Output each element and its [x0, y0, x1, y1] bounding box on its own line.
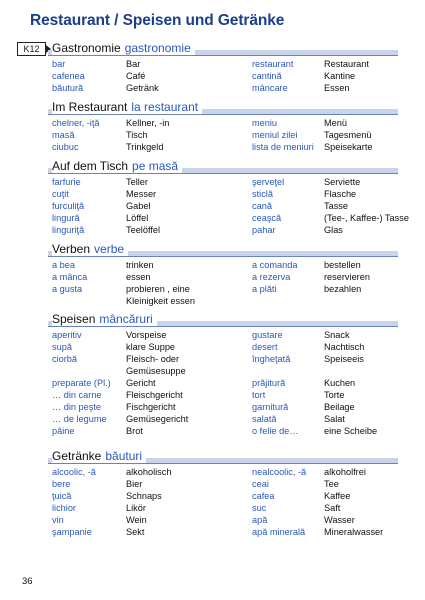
german-term: Löffel — [126, 213, 149, 223]
german-term: probieren , eine — [126, 284, 190, 294]
vocab-row — [48, 425, 398, 437]
vocab-row — [48, 377, 398, 389]
header-rule — [48, 256, 398, 257]
german-term: Wein — [126, 515, 147, 525]
romanian-term: o felie de… — [252, 426, 299, 436]
german-term: eine Scheibe — [324, 426, 378, 436]
section-header — [48, 448, 398, 464]
german-term: Fleischgericht — [126, 390, 183, 400]
section-title-german: Getränke — [52, 449, 102, 463]
vocab-list — [48, 176, 409, 236]
german-term: Bier — [126, 479, 143, 489]
german-term: Serviette — [324, 177, 361, 187]
section-title — [52, 449, 146, 463]
header-rule — [48, 463, 398, 464]
page-number: 36 — [22, 576, 33, 587]
romanian-term: desert — [252, 342, 278, 352]
german-term: Mineralwasser — [324, 527, 384, 537]
section-title-german: Gastronomie — [52, 41, 121, 55]
romanian-term: şampanie — [52, 527, 92, 537]
romanian-term: alcoolic, -ă — [52, 467, 96, 477]
vocab-row — [48, 259, 398, 271]
romanian-term: mâncare — [252, 83, 288, 93]
german-term: Gericht — [126, 378, 156, 388]
german-term: bestellen — [324, 260, 361, 270]
vocab-row — [48, 141, 398, 153]
section-title — [52, 41, 195, 55]
german-term: Brot — [126, 426, 143, 436]
romanian-term: cafenea — [52, 71, 85, 81]
romanian-term: … de legume — [52, 414, 107, 424]
romanian-term: aperitiv — [52, 330, 82, 340]
romanian-term: a bea — [52, 260, 75, 270]
section-title-romanian: la restaurant — [131, 100, 199, 114]
section-title-romanian: mâncăruri — [99, 312, 153, 326]
german-term: Trinkgeld — [126, 142, 164, 152]
romanian-term: cantină — [252, 71, 282, 81]
vocab-row — [48, 271, 398, 283]
section-title — [52, 100, 202, 114]
vocab-row — [48, 329, 398, 341]
german-term: Café — [126, 71, 146, 81]
vocab-row — [48, 502, 398, 514]
header-rule — [48, 326, 398, 327]
german-term: Essen — [324, 83, 350, 93]
romanian-term: a mânca — [52, 272, 88, 282]
vocab-section — [48, 99, 398, 153]
vocab-row — [48, 295, 398, 307]
german-term: Restaurant — [324, 59, 369, 69]
romanian-term: prăjitură — [252, 378, 286, 388]
romanian-term: bar — [52, 59, 66, 69]
german-term: Bar — [126, 59, 141, 69]
romanian-term: şerveţel — [252, 177, 285, 187]
romanian-term: ciubuc — [52, 142, 79, 152]
german-term: Salat — [324, 414, 345, 424]
german-term: Messer — [126, 189, 157, 199]
romanian-term: a plăti — [252, 284, 277, 294]
vocab-row — [48, 514, 398, 526]
section-title-german: Auf dem Tisch — [52, 159, 129, 173]
vocab-row — [48, 413, 398, 425]
german-term: Kuchen — [324, 378, 356, 388]
german-term: Torte — [324, 390, 345, 400]
german-term: Fischgericht — [126, 402, 176, 412]
german-term: Flasche — [324, 189, 357, 199]
german-term: Vorspeise — [126, 330, 167, 340]
romanian-term: ceaşcă — [252, 213, 282, 223]
german-term: Teelöffel — [126, 225, 161, 235]
section-title-romanian: verbe — [94, 242, 125, 256]
romanian-term: … din peşte — [52, 402, 102, 412]
romanian-term: cuţit — [52, 189, 69, 199]
romanian-term: tort — [252, 390, 266, 400]
romanian-term: gustare — [252, 330, 283, 340]
section-title-german: Verben — [52, 242, 91, 256]
vocab-row — [48, 353, 398, 365]
romanian-term: pâine — [52, 426, 75, 436]
romanian-term: pahar — [252, 225, 276, 235]
vocab-row — [48, 117, 398, 129]
header-rule — [48, 114, 398, 115]
german-term: Tasse — [324, 201, 348, 211]
section-header — [48, 311, 398, 327]
german-term: Tisch — [126, 130, 148, 140]
german-term: Tee — [324, 479, 339, 489]
german-term: Speiseeis — [324, 354, 364, 364]
romanian-term: ţuică — [52, 491, 72, 501]
vocab-section — [48, 448, 398, 538]
section-header — [48, 241, 398, 257]
german-term: alkoholisch — [126, 467, 172, 477]
vocab-row — [48, 58, 398, 70]
german-term: (Tee-, Kaffee-) Tasse — [324, 213, 409, 223]
romanian-term: lingură — [52, 213, 80, 223]
romanian-term: lista de meniuri — [252, 142, 314, 152]
vocab-list — [48, 58, 398, 94]
romanian-term: linguriţă — [52, 225, 85, 235]
german-term: Glas — [324, 225, 343, 235]
german-term: bezahlen — [324, 284, 362, 294]
vocab-row — [48, 341, 398, 353]
german-term: Teller — [126, 177, 148, 187]
vocab-row — [48, 188, 398, 200]
romanian-term: îngheţată — [252, 354, 291, 364]
section-title-romanian: gastronomie — [124, 41, 191, 55]
vocab-section — [48, 311, 398, 437]
romanian-term: preparate (Pl.) — [52, 378, 111, 388]
german-term: Getränk — [126, 83, 159, 93]
section-title — [52, 159, 182, 173]
romanian-term: a comanda — [252, 260, 298, 270]
romanian-term: nealcoolic, -ă — [252, 467, 307, 477]
section-title-german: Speisen — [52, 312, 96, 326]
vocab-row — [48, 224, 398, 236]
vocab-list — [48, 329, 398, 437]
romanian-term: lichior — [52, 503, 76, 513]
section-title-german: Im Restaurant — [52, 100, 128, 114]
vocab-section — [48, 241, 398, 307]
german-term: Saft — [324, 503, 341, 513]
romanian-term: salată — [252, 414, 277, 424]
romanian-term: sticlă — [252, 189, 273, 199]
german-term: Kleinigkeit essen — [126, 296, 195, 306]
section-header — [48, 99, 398, 115]
german-term: Gabel — [126, 201, 151, 211]
vocab-row — [48, 212, 409, 224]
german-term: Kaffee — [324, 491, 351, 501]
header-rule — [48, 55, 398, 56]
vocab-row — [48, 70, 398, 82]
romanian-term: meniu — [252, 118, 278, 128]
romanian-term: ciorbă — [52, 354, 78, 364]
romanian-term: băutură — [52, 83, 84, 93]
section-title-romanian: pe masă — [132, 159, 179, 173]
romanian-term: apă minerală — [252, 527, 306, 537]
german-term: Schnaps — [126, 491, 162, 501]
german-term: reservieren — [324, 272, 370, 282]
romanian-term: farfurie — [52, 177, 81, 187]
romanian-term: chelner, -iţă — [52, 118, 100, 128]
german-term: Gemüsesuppe — [126, 366, 186, 376]
vocab-row — [48, 466, 398, 478]
romanian-term: supă — [52, 342, 72, 352]
german-term: Likör — [126, 503, 146, 513]
german-term: Nachtisch — [324, 342, 365, 352]
german-term: Tagesmenü — [324, 130, 372, 140]
romanian-term: bere — [52, 479, 71, 489]
section-header — [48, 40, 398, 56]
german-term: Gemüsegericht — [126, 414, 189, 424]
german-term: Kellner, -in — [126, 118, 170, 128]
romanian-term: cană — [252, 201, 272, 211]
vocab-row — [48, 176, 398, 188]
romanian-term: a rezerva — [252, 272, 291, 282]
romanian-term: masă — [52, 130, 75, 140]
vocab-section — [48, 158, 409, 236]
vocab-row — [48, 365, 398, 377]
german-term: Wasser — [324, 515, 355, 525]
section-title — [52, 242, 128, 256]
vocab-row — [48, 283, 398, 295]
vocab-row — [48, 389, 398, 401]
section-title-romanian: băuturi — [105, 449, 143, 463]
german-term: Fleisch- oder — [126, 354, 180, 364]
romanian-term: suc — [252, 503, 267, 513]
vocab-row — [48, 401, 398, 413]
romanian-term: ceai — [252, 479, 269, 489]
page-title: Restaurant / Speisen und Getränke — [30, 12, 285, 29]
german-term: Kantine — [324, 71, 356, 81]
german-term: Sekt — [126, 527, 145, 537]
romanian-term: restaurant — [252, 59, 294, 69]
romanian-term: apă — [252, 515, 268, 525]
vocab-row — [48, 200, 398, 212]
vocab-row — [48, 478, 398, 490]
section-header — [48, 158, 398, 174]
romanian-term: furculiţă — [52, 201, 85, 211]
romanian-term: garnitură — [252, 402, 289, 412]
romanian-term: cafea — [252, 491, 275, 501]
german-term: Menü — [324, 118, 347, 128]
german-term: trinken — [126, 260, 154, 270]
vocab-list — [48, 117, 398, 153]
romanian-term: … din carne — [52, 390, 102, 400]
section-title — [52, 312, 157, 326]
german-term: Snack — [324, 330, 350, 340]
romanian-term: a gusta — [52, 284, 83, 294]
vocab-list — [48, 466, 398, 538]
german-term: Speisekarte — [324, 142, 373, 152]
german-term: essen — [126, 272, 151, 282]
vocab-row — [48, 526, 398, 538]
german-term: alkoholfrei — [324, 467, 366, 477]
romanian-term: vin — [52, 515, 64, 525]
vocab-section — [48, 40, 398, 94]
german-term: Beilage — [324, 402, 355, 412]
vocab-row — [48, 129, 398, 141]
header-rule — [48, 173, 398, 174]
vocab-row — [48, 82, 398, 94]
vocab-list — [48, 259, 398, 307]
romanian-term: meniul zilei — [252, 130, 298, 140]
vocab-row — [48, 490, 398, 502]
german-term: klare Suppe — [126, 342, 176, 352]
section-tag: K12 — [17, 42, 46, 56]
